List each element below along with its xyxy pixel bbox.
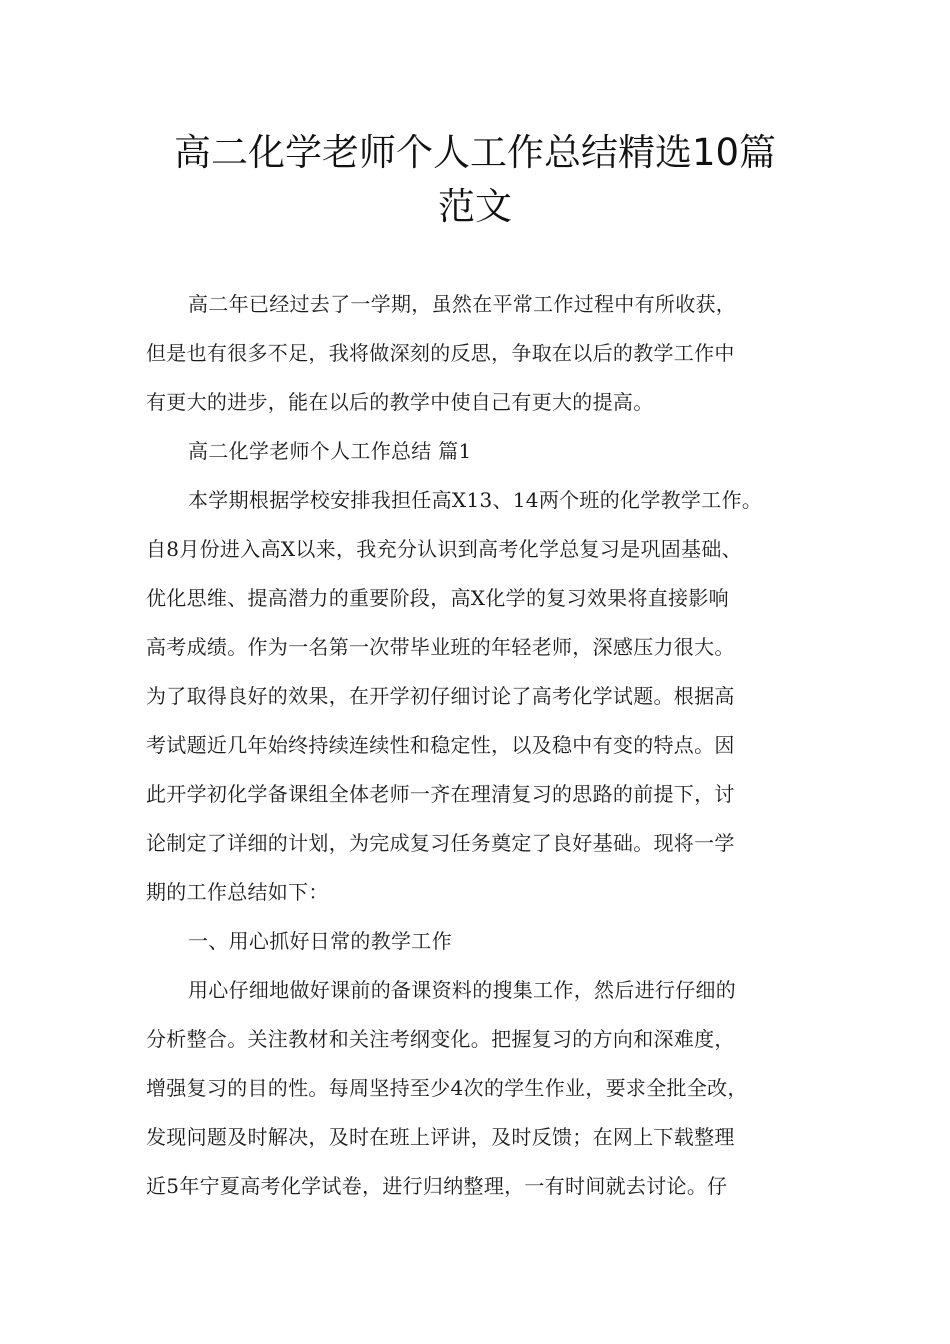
text-line: 自8月份进入高X以来，我充分认识到高考化学总复习是巩固基础、 xyxy=(146,537,742,561)
text-line: 为了取得良好的效果，在开学初仔细讨论了高考化学试题。根据高 xyxy=(146,684,735,708)
text-line: 本学期根据学校安排我担任高X13、14两个班的化学教学工作。 xyxy=(188,488,763,512)
text-line: 发现问题及时解决，及时在班上评讲，及时反馈；在网上下载整理 xyxy=(146,1125,735,1149)
text-line: 此开学初化学备课组全体老师一齐在理清复习的思路的前提下，讨 xyxy=(146,782,735,806)
text-line: 论制定了详细的计划，为完成复习任务奠定了良好基础。现将一学 xyxy=(146,831,735,855)
text-line: 但是也有很多不足，我将做深刻的反思，争取在以后的教学工作中 xyxy=(146,341,735,365)
text-line: 期的工作总结如下： xyxy=(146,880,329,904)
text-line: 近5年宁夏高考化学试卷，进行归纳整理，一有时间就去讨论。仔 xyxy=(146,1174,728,1198)
text-line: 高二化学老师个人工作总结 篇1 xyxy=(188,439,472,463)
title-line-2: 范文 xyxy=(438,185,512,228)
document-body xyxy=(146,280,836,1211)
text-line: 一、用心抓好日常的教学工作 xyxy=(188,929,452,953)
text-line: 高考成绩。作为一名第一次带毕业班的年轻老师，深感压力很大。 xyxy=(146,635,735,659)
text-line: 优化思维、提高潜力的重要阶段，高X化学的复习效果将直接影响 xyxy=(146,586,729,610)
title-line-1: 高二化学老师个人工作总结精选10篇 xyxy=(173,131,777,174)
text-line: 增强复习的目的性。每周坚持至少4次的学生作业，要求全批全改， xyxy=(146,1076,748,1100)
text-line: 分析整合。关注教材和关注考纲变化。把握复习的方向和深难度， xyxy=(146,1027,735,1051)
text-line: 有更大的进步，能在以后的教学中使自己有更大的提高。 xyxy=(146,390,654,414)
document-title xyxy=(140,126,810,234)
text-line: 高二年已经过去了一学期，虽然在平常工作过程中有所收获， xyxy=(188,292,737,316)
text-line: 考试题近几年始终持续连续性和稳定性，以及稳中有变的特点。因 xyxy=(146,733,735,757)
text-line: 用心仔细地做好课前的备课资料的搜集工作，然后进行仔细的 xyxy=(188,978,737,1002)
